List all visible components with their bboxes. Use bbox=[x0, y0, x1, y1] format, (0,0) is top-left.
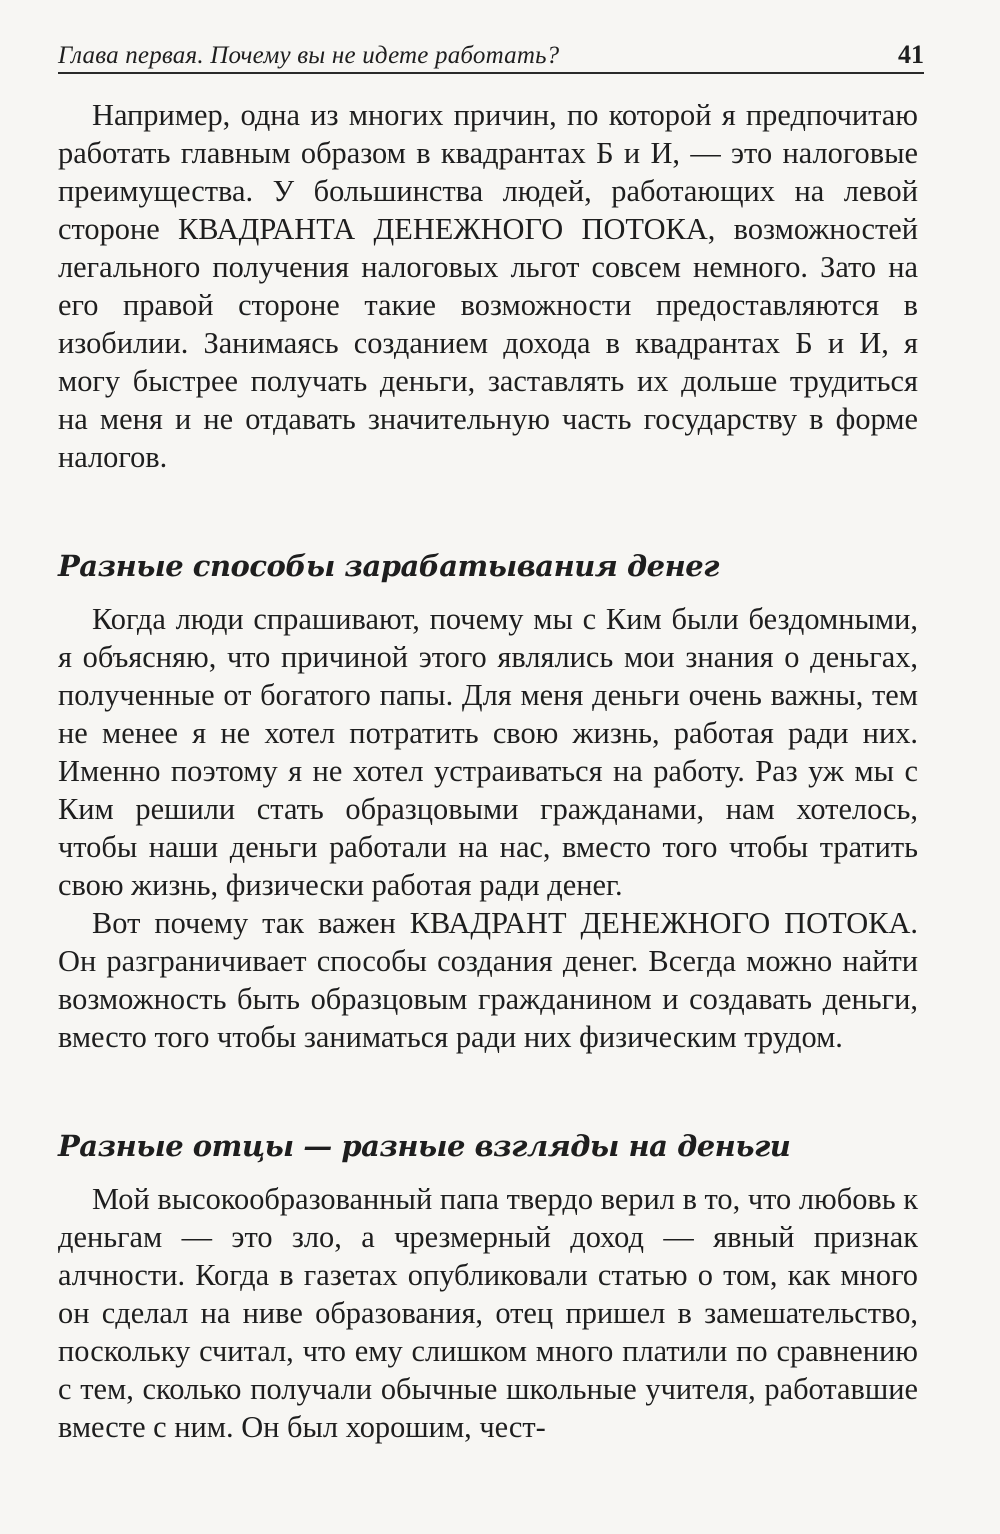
body-text bbox=[58, 96, 918, 1446]
page-number: 41 bbox=[898, 40, 924, 69]
section-heading: Разные отцы — разные взгляды на деньги bbox=[58, 1129, 791, 1163]
chapter-title: Глава первая. Почему вы не идете работать? bbox=[58, 42, 560, 69]
paragraph: Мой высокообразованный папа твердо верил в то, что любовь к деньгам — это зло, а чрезмерный доход — явный признак алчности. Когда в газетах опубликовали статью о том, как много он сделал на ниве образования, отец пришел в замешательство, поскольку считал, что ему слишком много платили по сравнению с тем, сколько получали обычные школьные учителя, работавшие вместе с ним. Он был хорошим, чест- bbox=[58, 1182, 918, 1444]
running-header bbox=[58, 38, 924, 74]
section-heading: Разные способы зарабатывания денег bbox=[58, 549, 719, 583]
paragraph: Вот почему так важен КВАДРАНТ ДЕНЕЖНОГО ПОТОКА. Он разграничивает способы создания денег. Всегда можно найти возможность быть образцовым гражданином и создавать деньги, вместо того чтобы заниматься ради них физическим трудом. bbox=[58, 906, 918, 1054]
paragraph: Например, одна из многих причин, по которой я предпочитаю работать главным образом в квадрантах Б и И, — это налоговые преимущества. У большинства людей, работающих на левой стороне КВАДРАНТА ДЕНЕЖНОГО ПОТОКА, возможностей легального получения налоговых льгот совсем немного. Зато на его правой стороне такие возможности предоставляются в изобилии. Занимаясь созданием дохода в квадрантах Б и И, я могу быстрее получать деньги, заставлять их дольше трудиться на меня и не отдавать значительную часть государству в форме налогов. bbox=[58, 98, 918, 474]
paragraph: Когда люди спрашивают, почему мы с Ким были бездомными, я объясняю, что причиной этого являлись мои знания о деньгах, полученные от богатого папы. Для меня деньги очень важны, тем не менее я не хотел потратить свою жизнь, работая ради них. Именно поэтому я не хотел устраиваться на работу. Раз уж мы с Ким решили стать образцовыми гражданами, нам хотелось, чтобы наши деньги работали на нас, вместо того чтобы тратить свою жизнь, физически работая ради денег. bbox=[58, 602, 918, 902]
